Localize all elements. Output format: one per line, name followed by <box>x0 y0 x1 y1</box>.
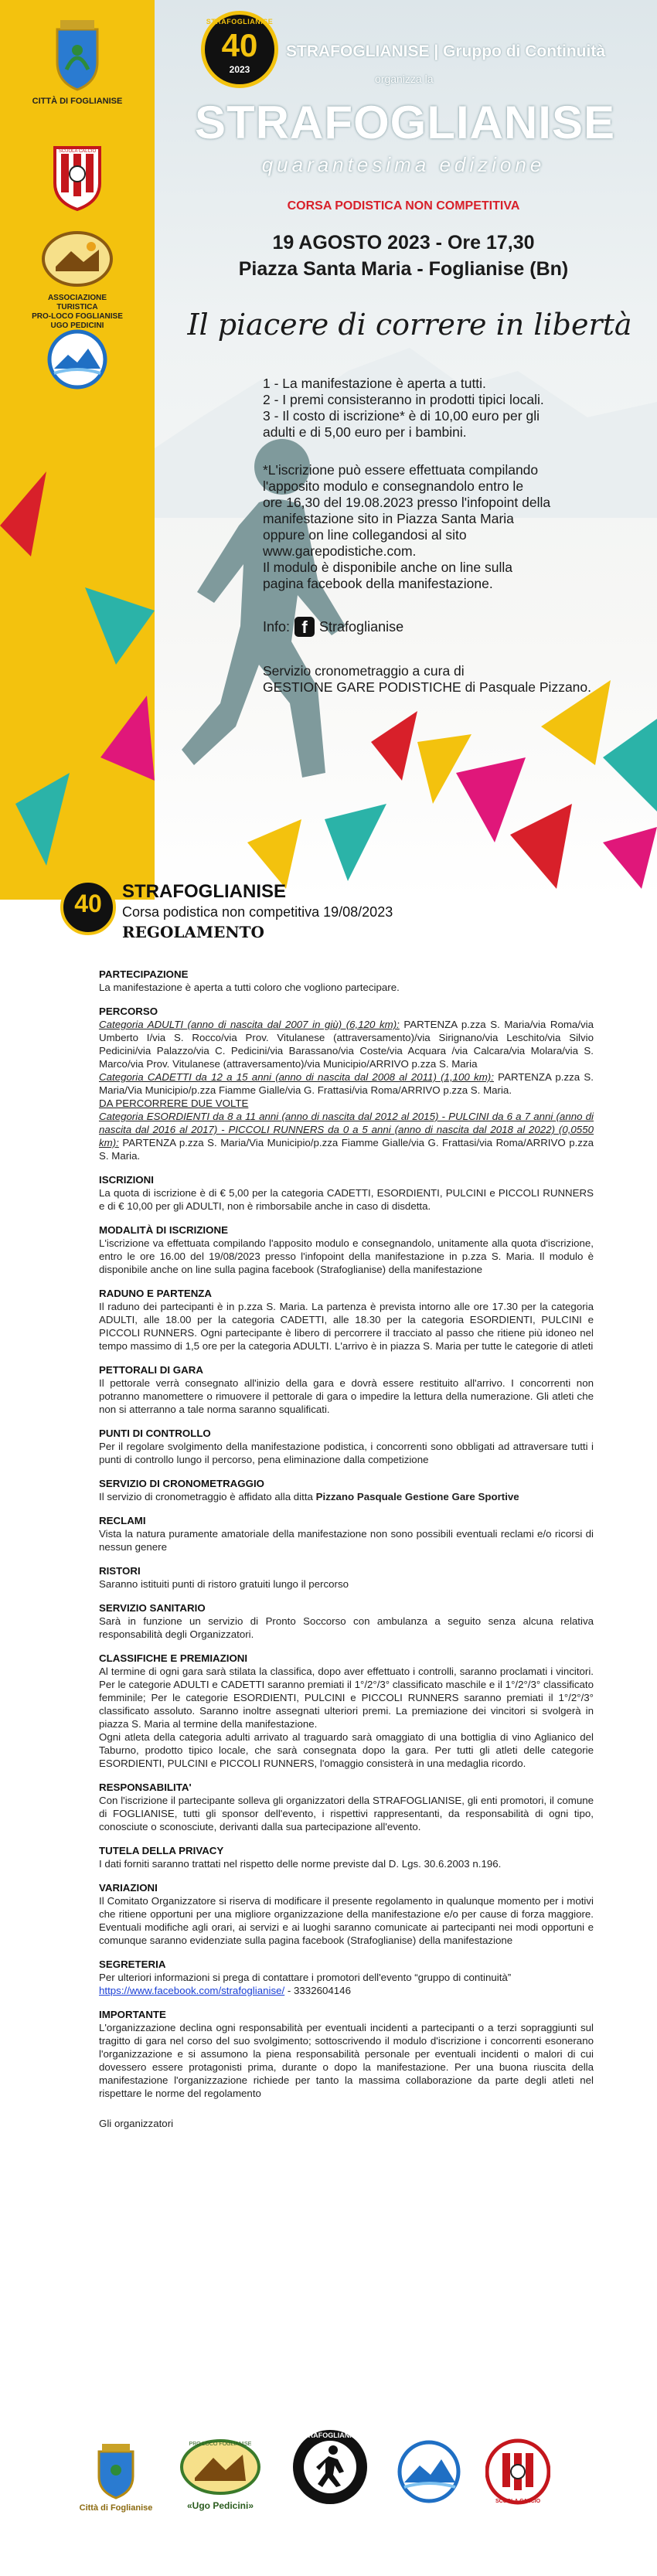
section-text: La quota di iscrizione è di € 5,00 per la categoria CADETTI, ESORDIENTI, PULCINI e PICCOLI RUNNERS e di € 10,00 per gli ADULTI, non è rimborsabile anche in caso di disdetta. <box>99 1187 594 1212</box>
note-line-4: manifestazione sito in Piazza Santa Maria <box>263 511 514 526</box>
section-text: Con l'iscrizione il partecipante solleva gli organizzatori della STRAFOGLIANISE, gli enti promotori, il comune di FOGLIANISE, tutti gli sponsor dell'evento, i rispettivi rappresentanti, da responsabilità di ogni tipo, conosciute o sconosciute, derivanti dalla sua partecipazione all'evento. <box>99 1795 594 1832</box>
note-line-5: oppure on line collegandosi al sito <box>263 527 467 543</box>
section-heading: RESPONSABILITA' <box>99 1781 192 1793</box>
slogan: Il piacere di correre in libertà <box>187 308 632 342</box>
reg-badge-number: 40 <box>74 890 102 917</box>
rule-line-3: 3 - Il costo di iscrizione* è di 10,00 euro per gli <box>263 408 540 424</box>
footer-scuola-logo <box>479 2435 557 2513</box>
classifiche-text-2: Ogni atleta della categoria adulti arrivato al traguardo sarà omaggiato di una bottiglia di vino Aglianico del Taburno, prodotto tipico locale, che sarà consegnata dopo la gara. Per tutti gli atleti delle categorie ESORDIENTI, PULCINI e PICCOLI RUNNERS, l'omaggio consisterà in una medaglia ricordo. <box>99 1731 594 1769</box>
info-label: Info: <box>263 618 291 635</box>
poster-subtitle: quarantesima edizione <box>261 153 546 176</box>
crono-text: Il servizio di cronometraggio è affidato alla ditta <box>99 1491 316 1502</box>
da-percorrere: DA PERCORRERE DUE VOLTE <box>99 1097 249 1109</box>
section-text: Il raduno dei partecipanti è in p.zza S. Maria. La partenza è prevista intorno alle ore 17.30 per la categoria ADULTI, alle 18.00 per la categoria CADETTI, alle 18.30 per la categoria ESORDIENTI, PULCINI e PICCOLI RUNNERS. Ogni partecipante è libero di percorrere il tracciato al passo che ritiene più idoneo nel tempo massimo di 1,5 ore per la categoria ADULTI. L'arrivo è in piazza S. Maria per tutte le categorie di atleti <box>99 1301 594 1352</box>
footer-scuola-caption: SCUOLA CALCIO <box>495 2499 541 2504</box>
runner-badge-icon <box>290 2427 370 2507</box>
scuola-calcio-ring-text: SCUOLA CALCIO <box>58 149 97 154</box>
percorso-text <box>99 1018 594 1162</box>
association-caption-1: ASSOCIAZIONE TURISTICA <box>47 294 107 311</box>
esordienti-label: Categoria ESORDIENTI da 8 a 11 anni (anno di nascita dal 2012 al 2015) - PULCINI da 6 a 7 anni (anno di nascita dal 2016 al 2017) - PICCOLI RUNNERS da 0 a 5 anni (anno di nascita dal 2018 al 2022) (0,0550 km): <box>99 1111 594 1148</box>
bunting-decoration <box>0 0 657 900</box>
esordienti-route: PARTENZA p.zza S. Maria/Via Municipio/p.zza Fiamme Gialle/via G. Frattasi/via Roma/ARRIVO p.zza S. Maria. <box>99 1137 594 1162</box>
organizer-line: STRAFOGLIANISE | Gruppo di Continuità <box>286 43 606 60</box>
note-line-8: pagina facebook della manifestazione. <box>263 576 493 591</box>
rule-line-2: 2 - I premi consisteranno in prodotti tipici locali. <box>263 392 544 407</box>
organizza-label: organizza la <box>375 73 434 85</box>
classifiche-text-1: Al termine di ogni gara sarà stilata la classifica, dopo aver effettuato i controlli, saranno proclamati i vincitori. Per le categorie ADULTI e CADETTI saranno premiati il 1°/2°/3° classificato maschile e il 1°/2°/3° classificato femminile; Per le categorie ESORDIENTI, PULCINI e PICCOLI RUNNERS saranno premiati il 1°/2°/3° classificato assoluto. Saranno inoltre assegnati ulteriori premi. La premiazione dei vincitori si svolgerà in piazza S. Maria al termine della manifestazione. <box>99 1666 594 1730</box>
section-text: Sarà in funzione un servizio di Pronto Soccorso con ambulanza a seguito senza alcuna relativa responsabilità degli Organizzatori. <box>99 1615 594 1640</box>
service-line-2: GESTIONE GARE PODISTICHE di Pasquale Pizzano. <box>263 679 592 695</box>
section-heading: RECLAMI <box>99 1515 146 1526</box>
segreteria-text: Per ulteriori informazioni si prega di contattare i promotori dell'evento “gruppo di continuità” <box>99 1972 512 1983</box>
section-heading: SEGRETERIA <box>99 1958 166 1970</box>
note-line-6: www.garepodistiche.com. <box>263 543 417 559</box>
section-heading: PUNTI DI CONTROLLO <box>99 1428 211 1439</box>
segreteria-phone: - 3332604146 <box>284 1985 351 1996</box>
section-text <box>99 1665 594 1770</box>
section-heading: ISCRIZIONI <box>99 1174 154 1186</box>
section-text: L'organizzazione declina ogni responsabilità per eventuali incidenti a partecipanti o a terzi sopraggiunti sul tragitto di gara nel corso del suo svolgimento; sottoscrivendo il modulo d'iscrizione i concorrenti esonerano l'organizzazione e si assumono la piena responsabilità personale per eventuali incidenti o malori di cui dovessero essere protagonisti prima, durante o dopo la manifestazione. Per una buona riuscita della manifestazione l'organizzazione richiede per tanto la massima collaborazione da parte degli atleti nel rispettare le norme del regolamento <box>99 2022 594 2099</box>
section-text: Vista la natura puramente amatoriale della manifestazione non sono possibili eventuali reclami e/o ricorsi di nessun genere <box>99 1528 594 1553</box>
footer-center-ring: STRAFOGLIANISE <box>299 2431 361 2439</box>
footer-proloco-caption: «Ugo Pedicini» <box>186 2500 254 2511</box>
association-caption-2: PRO-LOCO FOGLIANISE <box>32 312 123 321</box>
reg-heading: REGOLAMENTO <box>122 923 264 941</box>
cadetti-label: Categoria CADETTI da 12 a 15 anni (anno di nascita dal 2008 al 2011) (1,100 km): <box>99 1071 494 1083</box>
comune-caption: CITTÀ DI FOGLIANISE <box>32 97 123 106</box>
proloco-emblem-icon <box>178 2435 263 2496</box>
section-text: Il pettorale verrà consegnato all'inizio della gara e dovrà essere restituito all'arrivo. I concorrenti non potranno manomettere o rimuovere il pettorale di gara o impedire la lettura della numerazione. Gli atleti che non si atterranno a tale norma saranno squalificati. <box>99 1377 594 1415</box>
badge-number: 40 <box>221 27 258 63</box>
section-heading: PARTECIPAZIONE <box>99 968 189 980</box>
regolamento-header <box>60 880 601 941</box>
section-text: L'iscrizione va effettuata compilando l'apposito modulo e consegnandolo, unitamente alla quota d'iscrizione, entro le ore 16.00 del 19/08/2023 presso l'infopoint della manifestazione in p.zza S. Maria. Il modulo è disponibile anche on line sulla pagina facebook (Strafoglianise) della manifestazione <box>99 1237 594 1275</box>
facebook-icon[interactable]: f <box>294 617 315 637</box>
section-heading: SERVIZIO DI CRONOMETRAGGIO <box>99 1478 264 1489</box>
association-caption-3: UGO PEDICINI <box>50 322 104 330</box>
footer-logos <box>0 2427 657 2558</box>
section-heading: SERVIZIO SANITARIO <box>99 1602 206 1614</box>
badge-ring-text: STRAFOGLIANISE <box>206 18 274 26</box>
rule-line-1: 1 - La manifestazione è aperta a tutti. <box>263 376 486 391</box>
rule-line-4: adulti e di 5,00 euro per i bambini. <box>263 424 467 440</box>
section-heading: VARIAZIONI <box>99 1882 158 1894</box>
footer-strafoglianise-logo <box>288 2427 373 2511</box>
section-heading: CLASSIFICHE E PREMIAZIONI <box>99 1652 248 1664</box>
poster-title: STRAFOGLIANISE <box>195 97 616 148</box>
section-text: Il Comitato Organizzatore si riserva di modificare il presente regolamento in qualunque momento per i motivi che ritiene opportuni per una migliore organizzazione della manifestazione e/o per cause di forza maggiore. Eventuali modifiche agli orari, ai servizi e ai luoghi saranno comunicate ai partecipanti nei modi opportuni e comunque saranno evidenziate sulla pagina facebook (Strafoglianise) della manifestazione <box>99 1895 594 1946</box>
crono-company: Pizzano Pasquale Gestione Gare Sportive <box>315 1491 519 1502</box>
reg-title: STRAFOGLIANISE <box>122 881 287 902</box>
reg-subtitle: Corsa podistica non competitiva 19/08/2023 <box>122 904 393 920</box>
facebook-link[interactable]: https://www.facebook.com/strafoglianise/ <box>99 1985 285 1996</box>
football-shield-icon <box>485 2435 550 2509</box>
coat-of-arms-icon <box>93 2442 139 2499</box>
note-line-1: *L'iscrizione può essere effettuata compilando <box>263 462 539 478</box>
note-line-3: ore 16,30 del 19.08.2023 presso l'infopoint della <box>263 495 551 510</box>
race-place: Piazza Santa Maria - Foglianise (Bn) <box>238 258 569 280</box>
footer-blue-logo <box>394 2439 464 2508</box>
mountain-circle-icon <box>397 2439 461 2504</box>
race-kind: CORSA PODISTICA NON COMPETITIVA <box>287 199 520 213</box>
footer-comune-logo <box>73 2442 158 2513</box>
section-text <box>99 1971 594 1997</box>
section-heading: PETTORALI DI GARA <box>99 1364 203 1376</box>
section-heading: RISTORI <box>99 1565 141 1577</box>
footer-comune-caption: Città di Foglianise <box>79 2503 153 2513</box>
section-heading: TUTELA DELLA PRIVACY <box>99 1845 224 1856</box>
facebook-page-name[interactable]: Strafoglianise <box>319 618 404 635</box>
signature: Gli organizzatori <box>99 2118 174 2129</box>
regolamento-body <box>99 968 594 2141</box>
section-text <box>99 1490 594 1503</box>
event-poster <box>0 0 657 900</box>
race-date: 19 AGOSTO 2023 - Ore 17,30 <box>272 232 535 254</box>
reg-badge <box>60 880 116 935</box>
badge-year: 2023 <box>229 64 250 75</box>
section-text: Saranno istituiti punti di ristoro gratuiti lungo il percorso <box>99 1578 349 1590</box>
section-heading: MODALITÀ DI ISCRIZIONE <box>99 1224 228 1236</box>
section-heading: RADUNO E PARTENZA <box>99 1288 213 1299</box>
section-text: Per il regolare svolgimento della manifestazione podistica, i concorrenti sono obbligati ad attraversare tutti i punti di controllo lungo il percorso, pena eliminazione dalla competizione <box>99 1441 594 1465</box>
adulti-label: Categoria ADULTI (anno di nascita dal 2007 in giù) (6,120 km): <box>99 1019 400 1030</box>
note-line-7: Il modulo è disponibile anche on line sulla <box>263 560 512 575</box>
section-heading: IMPORTANTE <box>99 2009 166 2020</box>
footer-proloco-logo <box>174 2435 267 2511</box>
cadetti-route: PARTENZA p.zza S. Maria/Via Municipio/p.zza Fiamme Gialle/via G. Frattasi/via Roma/ARRIVO p.zza S. Maria. <box>99 1071 594 1096</box>
adulti-route: PARTENZA p.zza S. Maria/via Roma/via Umberto I/via S. Rocco/via Prov. Vitulanese (attraversamento)/via Sirignano/via Leschito/via Silvio Pedicini/via Palazzo/via C. Pedicini/via Barassano/via Coste/via Acquara /via Calcara/via Molara/via S. Marco/via Prov. Vitulanese (attraversamento)/via Municipio/ARRIVO p.zza S. Maria <box>99 1019 594 1070</box>
note-line-2: l'apposito modulo e consegnandolo entro le <box>263 478 524 494</box>
section-heading: PERCORSO <box>99 1006 158 1017</box>
footer-proloco-ring: PRO LOCO FOGLIANISE <box>189 2442 252 2447</box>
service-line-1: Servizio cronometraggio a cura di <box>263 663 465 679</box>
section-text: La manifestazione è aperta a tutti coloro che vogliono partecipare. <box>99 982 400 993</box>
section-text: I dati forniti saranno trattati nel rispetto delle norme previste dal D. Lgs. 30.6.2003 n.196. <box>99 1858 502 1870</box>
